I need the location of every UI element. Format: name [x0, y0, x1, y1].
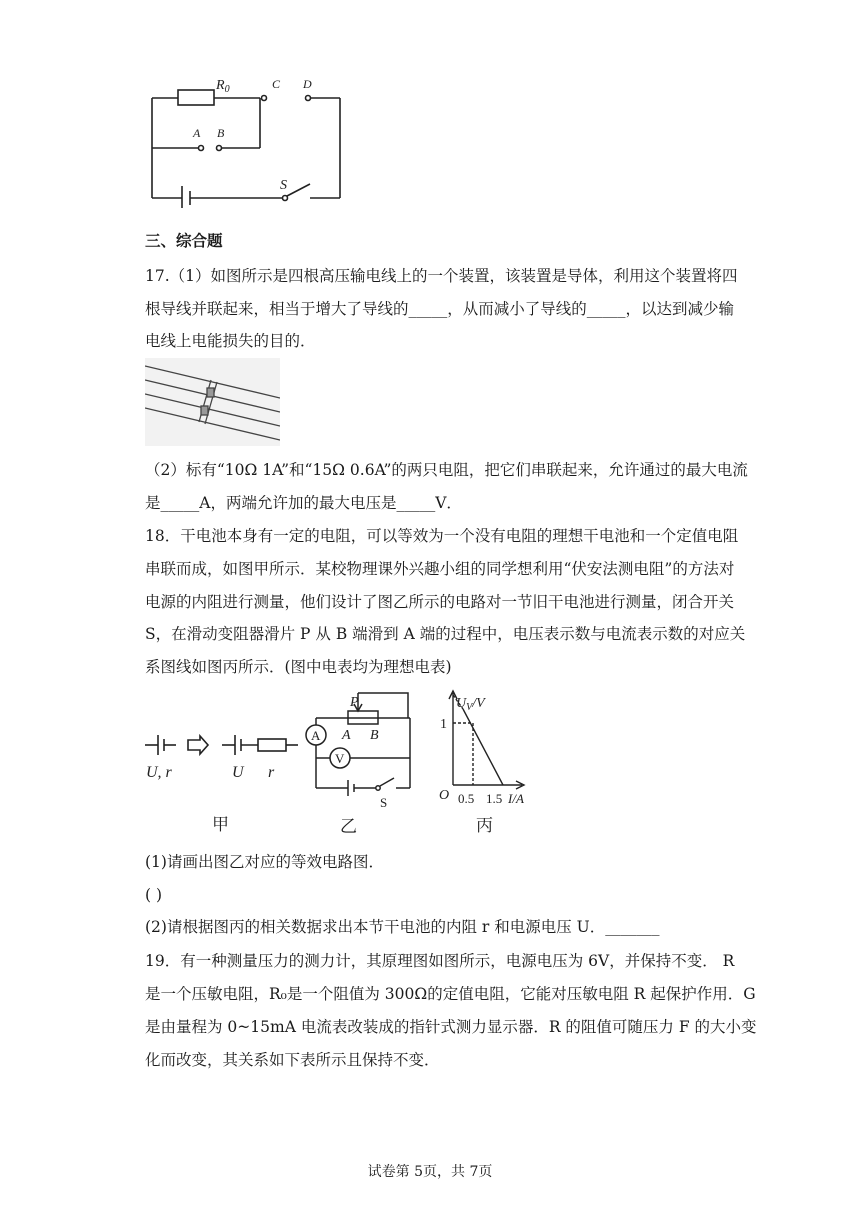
- r0-label: R: [216, 78, 225, 93]
- yi-a-end-label: A: [342, 728, 351, 743]
- bing-y-tick-1: 1: [440, 717, 447, 732]
- voltmeter-label: V: [335, 751, 345, 766]
- bing-y-subscript: V: [466, 702, 473, 713]
- bing-x-tick-0.5: 0.5: [458, 791, 475, 806]
- section-title: 三、综合题: [145, 231, 223, 250]
- bing-caption: 丙: [476, 816, 493, 835]
- svg-text:R0: [215, 78, 230, 95]
- q17-part2-line1: （2）标有“10Ω 1A”和“15Ω 0.6A”的两只电阻，把它们串联起来，允许通过的最大电流: [145, 461, 748, 479]
- bing-origin-label: O: [439, 788, 450, 803]
- figure-yi: [298, 688, 418, 840]
- switch-s-label: S: [280, 178, 287, 193]
- jia-r-label: r: [268, 764, 275, 781]
- terminal-c-label: C: [272, 77, 281, 91]
- q19-line2: 是一个压敏电阻，R₀是一个阻值为 300Ω的定值电阻，它能对压敏电阻 R 起保护作用．G: [145, 985, 756, 1003]
- q19-line1: 19．有一种测量压力的测力计，其原理图如图所示，电源电压为 6V，并保持不变． R: [145, 952, 735, 970]
- yi-p-label: P: [350, 695, 359, 710]
- terminal-b-label: B: [217, 126, 225, 140]
- bing-x-label: I/A: [508, 791, 524, 806]
- bing-y-unit: /V: [472, 696, 485, 711]
- figure-jia: [140, 725, 300, 840]
- q19-line3: 是由量程为 0~15mA 电流表改装成的指针式测力显示器．R 的阻值可随压力 F 的大小变: [145, 1018, 757, 1036]
- q18-sub2: (2)请根据图丙的相关数据求出本节干电池的内阻 r 和电源电压 U．_______: [145, 918, 660, 936]
- bing-y-label: U: [456, 696, 467, 711]
- terminal-a-label: A: [193, 126, 201, 140]
- q18-line5: 系图线如图丙所示．(图中电表均为理想电表): [145, 658, 452, 676]
- svg-text:UV/V: [456, 696, 486, 713]
- page-footer: 试卷第 5页，共 7页: [367, 1164, 493, 1180]
- yi-caption: 乙: [340, 817, 357, 836]
- bing-x-tick-1.5: 1.5: [486, 791, 503, 806]
- jia-ur-label: U, r: [146, 764, 172, 781]
- power-line-device-image: [145, 358, 280, 446]
- r0-subscript: 0: [224, 84, 230, 95]
- figure-bing-graph: [436, 685, 536, 840]
- q18-line2: 串联而成，如图甲所示．某校物理课外兴趣小组的同学想利用“伏安法测电阻”的方法对: [145, 560, 735, 578]
- q17-line3: 电线上电能损失的目的．: [145, 332, 316, 350]
- yi-b-end-label: B: [370, 728, 379, 743]
- terminal-d-label: D: [303, 77, 312, 91]
- q18-line3: 电源的内阻进行测量，他们设计了图乙所示的电路对一节旧干电池进行测量，闭合开关: [145, 593, 735, 611]
- q17-part2-line2: 是_____A，两端允许加的最大电压是_____V．: [145, 494, 462, 512]
- q18-line1: 18．干电池本身有一定的电阻，可以等效为一个没有电阻的理想干电池和一个定值电阻: [145, 527, 739, 545]
- ammeter-label: A: [311, 728, 321, 743]
- q19-line4: 化而改变，其关系如下表所示且保持不变．: [145, 1051, 440, 1069]
- jia-u-label: U: [232, 764, 244, 781]
- q18-line4: S，在滑动变阻器滑片 P 从 B 端滑到 A 端的过程中，电压表示数与电流表示数的对应关: [145, 625, 746, 643]
- yi-switch-label: S: [380, 795, 388, 810]
- q18-sub1-answer: ( ): [145, 886, 163, 904]
- circuit-diagram-r0: [140, 68, 360, 208]
- q17-line1: 17.（1）如图所示是四根高压输电线上的一个装置，该装置是导体，利用这个装置将四: [145, 267, 738, 285]
- q17-line2: 根导线并联起来，相当于增大了导线的_____，从而减小了导线的_____，以达到减少输: [145, 300, 735, 318]
- q18-sub1: (1)请画出图乙对应的等效电路图．: [145, 853, 384, 871]
- jia-caption: 甲: [212, 815, 229, 834]
